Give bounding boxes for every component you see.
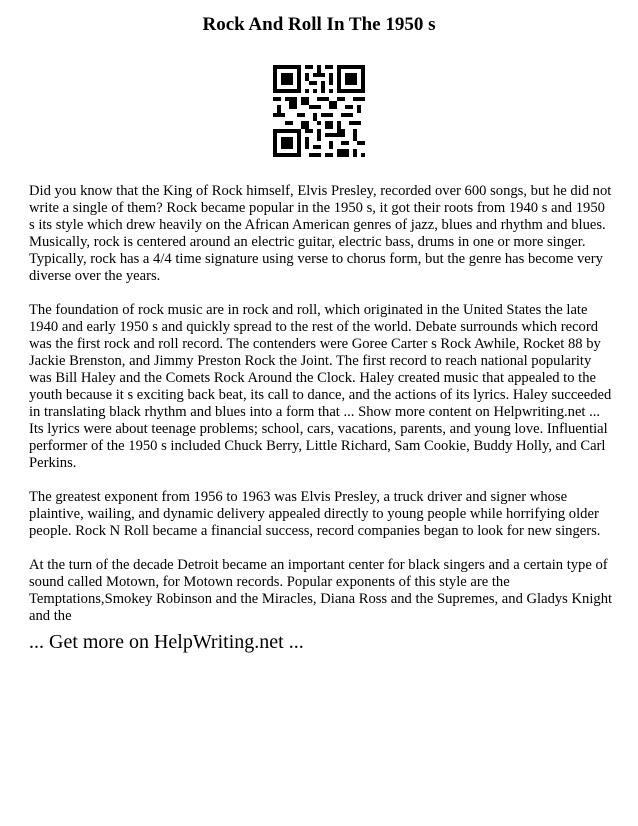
qr-code-icon: [273, 65, 365, 157]
paragraph-2-continued: Its lyrics were about teenage problems; school, cars, vacations, parents, and young love. Influential performer of the 1950 s included Chuck Berry, Little Richard, Sam Cookie, Buddy Holly, and Carl Perkins.: [29, 421, 608, 471]
get-more-link[interactable]: ... Get more on HelpWriting.net ...: [29, 631, 304, 653]
page-title: Rock And Roll In The 1950 s: [202, 14, 436, 35]
paragraph-1: Did you know that the King of Rock himself, Elvis Presley, recorded over 600 songs, but he did not write a single of them? Rock became popular in the 1950 s, it got their roots from 1940 s and 1950 s its style which drew heavily on the African American genres of jazz, blues and rhythm and blues. Musically, rock is centered around an electric guitar, electric bass, drums in one or more singer. Typically, rock has a 4/4 time signature using verse to chorus form, but the genre has become very diverse over the years.: [29, 183, 612, 284]
paragraph-3: The greatest exponent from 1956 to 1963 was Elvis Presley, a truck driver and signer whose plaintive, wailing, and dynamic delivery appealed directly to young people while horrifying older people. Rock N Roll became a financial success, record companies began to look for new singers.: [29, 489, 601, 539]
article-body: [29, 183, 613, 642]
paragraph-4: At the turn of the decade Detroit became an important center for black singers and a certain type of sound called Motown, for Motown records. Popular exponents of this style are the Temptations,Smokey Robinson and the Miracles, Diana Ross and the Supremes, and Gladys Knight and the: [29, 557, 613, 624]
paragraph-2: [29, 302, 613, 472]
paragraph-2-text: The foundation of rock music are in rock and roll, which originated in the United States the late 1940 and early 1950 s and quickly spread to the rest of the world. Debate surrounds which record was the first rock and roll record. The contenders were Goree Carter s Rock Awhile, Rocket 88 by Jackie Brenston, and Jimmy Preston Rock the Joint. The first record to reach national popularity was Bill Haley and the Comets Rock Around the Clock. Haley created music that appealed to the youth because it s exciting back beat, its call to dance, and the actions of its lyrics. Haley succeeded in translating black rhythm and blues into a form that ... Show more content on Helpwriting.net ...: [29, 302, 612, 420]
